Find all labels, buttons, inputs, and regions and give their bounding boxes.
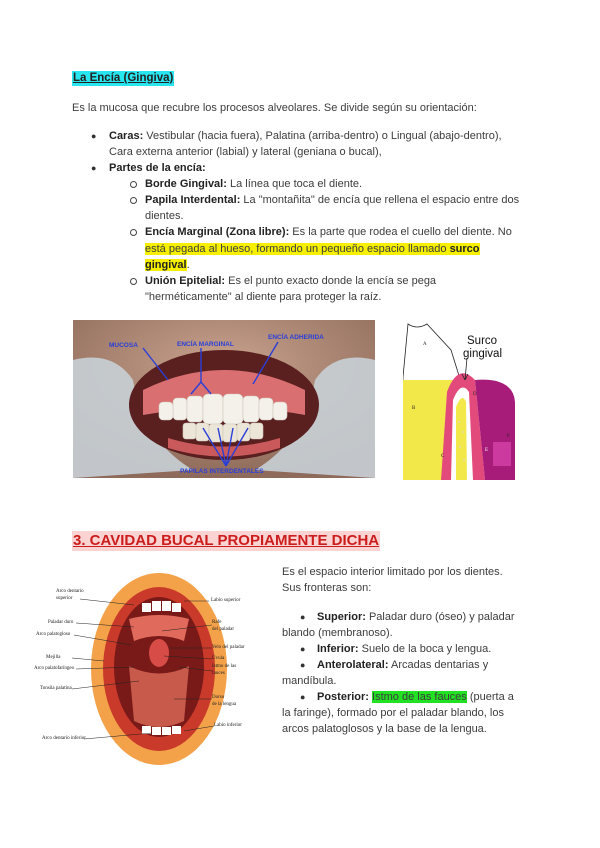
sub-bullet-circle xyxy=(130,197,137,204)
sub-bullet-circle xyxy=(130,278,137,285)
label-surco-1: Surco xyxy=(467,335,498,347)
gum-photo xyxy=(73,320,375,478)
label-velo: Velo del paladar xyxy=(212,645,245,650)
intro-paragraph: Es la mucosa que recubre los procesos alveolares. Se divide según su orientación: xyxy=(72,102,477,114)
inferior-line xyxy=(317,641,491,657)
marginal-text-1: Es la parte que rodea el cuello del diente. No xyxy=(289,226,512,238)
label-b: B xyxy=(412,406,416,411)
inferior-text: Suelo de la boca y lengua. xyxy=(358,643,492,655)
superior-line-2: blando (membranoso). xyxy=(282,627,393,639)
label-tonsila: Tonsila palatina xyxy=(40,686,72,691)
posterior-highlight: Istmo de las fauces xyxy=(372,691,467,703)
papila-text-1: La "montañita" de encía que rellena el espacio entre dos xyxy=(240,194,520,206)
label-labio-superior: Labio superior xyxy=(211,598,241,603)
label-a: A xyxy=(423,342,427,347)
anterolateral-text-1: Arcadas dentarias y xyxy=(388,659,489,671)
sulcus-diagram xyxy=(403,322,519,480)
posterior-line-1 xyxy=(317,689,514,705)
anterolateral-line-1 xyxy=(317,657,488,673)
union-label: Unión Epitelial: xyxy=(145,275,226,287)
label-surco-2: gingival xyxy=(463,348,502,360)
label-dorso-2: de la lengua xyxy=(212,702,237,707)
posterior-text-1: (puerta a xyxy=(466,691,514,703)
label-arco-superior-2: superior xyxy=(56,596,73,601)
label-papilas: PAPILAS INTERDENTALES xyxy=(180,468,264,475)
label-rafe-1: Rafe xyxy=(212,620,222,625)
bullet-dot: ● xyxy=(91,131,97,141)
papila-line-2: dientes. xyxy=(145,210,184,222)
marginal-end: . xyxy=(186,259,190,271)
sub-bullet-circle xyxy=(130,229,137,236)
cavidad-intro-1: Es el espacio interior limitado por los dientes. xyxy=(282,566,503,578)
marginal-line-1 xyxy=(145,224,512,240)
label-mucosa: MUCOSA xyxy=(109,342,138,349)
cavidad-intro-2: Sus fronteras son: xyxy=(282,582,372,594)
label-arco-palatogloso: Arco palatogloso xyxy=(36,632,71,637)
superior-text-1: Paladar duro (óseo) y paladar xyxy=(365,611,515,623)
section-title-cavidad: 3. CAVIDAD BUCAL PROPIAMENTE DICHA xyxy=(73,532,380,549)
label-arco-palatofaringeo: Arco palatofaríngeo xyxy=(34,666,75,671)
union-text-1: Es el punto exacto donde la encía se pega xyxy=(225,275,437,287)
sulcus-diagram-illustration xyxy=(403,322,519,480)
caras-label: Caras: xyxy=(109,130,144,142)
marginal-highlight-2: gingival xyxy=(145,259,187,271)
sub-bullet-circle xyxy=(130,181,137,188)
borde-line xyxy=(145,176,362,192)
label-uvula: Úvula xyxy=(212,656,225,661)
partes-label: Partes de la encía: xyxy=(109,162,206,174)
inferior-label: Inferior: xyxy=(317,643,359,655)
marginal-highlight-bold: surco xyxy=(449,243,480,255)
papila-label: Papila Interdental: xyxy=(145,194,241,206)
marginal-line-3 xyxy=(145,257,190,273)
caras-line-2: Cara externa anterior (labial) y lateral (geniana o bucal), xyxy=(109,146,382,158)
label-encia-marginal: ENCÍA MARGINAL xyxy=(177,341,234,348)
label-paladar-duro: Paladar duro xyxy=(48,620,74,625)
borde-text: La línea que toca el diente. xyxy=(226,178,363,190)
label-c: C xyxy=(441,454,445,459)
posterior-line-2: la faringe), formado por el paladar blando, los xyxy=(282,707,504,719)
bullet-dot: ● xyxy=(300,644,306,654)
bullet-dot: ● xyxy=(300,612,306,622)
superior-line-1 xyxy=(317,609,515,625)
label-istmo-1: Istmo de las xyxy=(212,664,237,669)
posterior-line-3: arcos palatoglosos y la base de la lengua. xyxy=(282,723,487,735)
union-line-2: "herméticamente" al diente para proteger la raíz. xyxy=(145,291,382,303)
marginal-label: Encía Marginal (Zona libre): xyxy=(145,226,290,238)
label-arco-inferior: Arco dentario inferior xyxy=(42,736,86,741)
label-arco-superior-1: Arco dentario xyxy=(56,589,84,594)
caras-line-1 xyxy=(109,128,502,144)
label-e: E xyxy=(485,448,489,453)
label-labio-inferior: Labio inferior xyxy=(214,723,242,728)
posterior-label: Posterior: xyxy=(317,691,369,703)
borde-label: Borde Gingival: xyxy=(145,178,227,190)
superior-label: Superior: xyxy=(317,611,366,623)
papila-line-1 xyxy=(145,192,519,208)
label-d: D xyxy=(473,392,477,397)
section-title-encia: La Encía (Gingiva) xyxy=(73,72,174,84)
mouth-illustration xyxy=(34,571,282,765)
marginal-line-2 xyxy=(145,241,480,257)
marginal-highlight-1: está pegada al hueso, formando un pequeño espacio llamado xyxy=(145,243,450,255)
bullet-dot: ● xyxy=(300,692,306,702)
anterolateral-line-2: mandíbula. xyxy=(282,675,337,687)
label-f: F xyxy=(507,434,510,439)
bullet-dot: ● xyxy=(300,660,306,670)
union-line-1 xyxy=(145,273,436,289)
label-dorso-1: Dorso xyxy=(212,695,225,700)
bullet-dot: ● xyxy=(91,163,97,173)
label-encia-adherida: ENCÍA ADHERIDA xyxy=(268,334,324,341)
anterolateral-label: Anterolateral: xyxy=(317,659,389,671)
caras-text-1: Vestibular (hacia fuera), Palatina (arriba-dentro) o Lingual (abajo-dentro), xyxy=(143,130,502,142)
label-istmo-2: fauces xyxy=(212,671,225,676)
label-rafe-2: del paladar xyxy=(212,627,235,632)
label-mejilla: Mejilla xyxy=(46,655,61,660)
